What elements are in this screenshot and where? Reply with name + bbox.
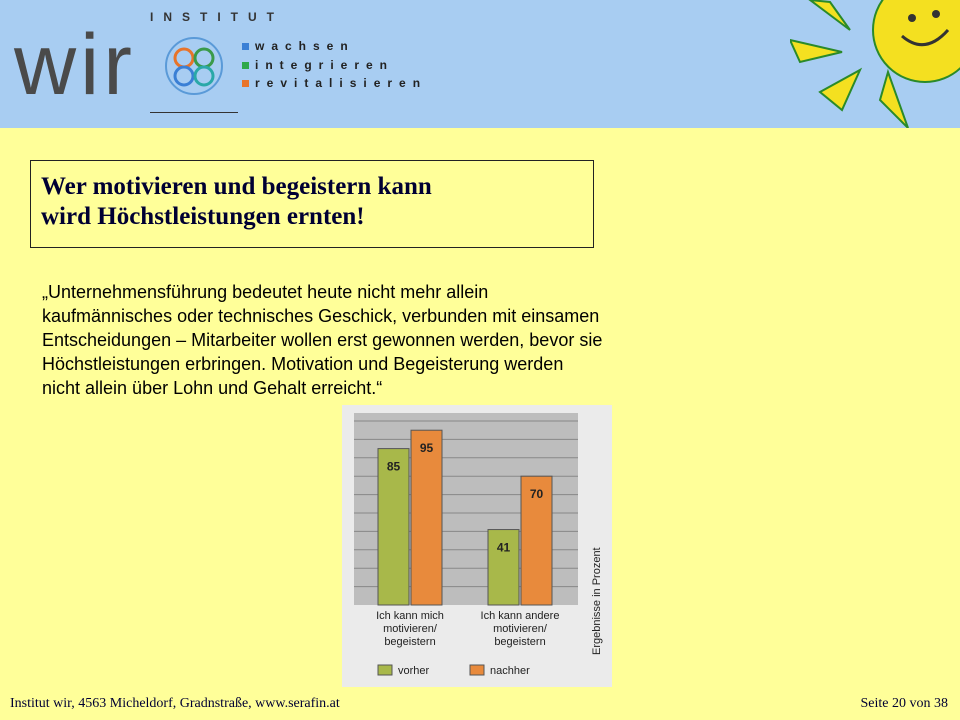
legend-label: nachher xyxy=(490,665,530,677)
quote-line: „Unternehmensführung bedeutet heute nicht mehr allein xyxy=(42,282,489,302)
category-label: motivieren/ xyxy=(383,623,437,635)
bar-chart-panel xyxy=(342,405,612,687)
sun-icon xyxy=(790,0,960,128)
footer-page-number: Seite 20 von 38 xyxy=(860,696,948,711)
category-label: begeistern xyxy=(494,636,546,648)
headline-line-2: wird Höchstleistungen ernten! xyxy=(41,203,365,230)
category-label: Ich kann mich xyxy=(376,610,444,622)
data-label: 41 xyxy=(496,540,511,555)
quote-text xyxy=(42,280,802,400)
data-label: 95 xyxy=(419,441,434,456)
data-label: 70 xyxy=(529,487,544,502)
category-label: begeistern xyxy=(384,636,436,648)
quote-line: Höchstleistungen erbringen. Motivation und Begeisterung werden xyxy=(42,354,564,374)
legend-label: vorher xyxy=(398,665,430,677)
legend-swatch xyxy=(470,665,484,675)
footer-address: Institut wir, 4563 Micheldorf, Gradnstraße, www.serafin.at xyxy=(10,696,340,711)
category-label: Ich kann andere xyxy=(480,610,560,622)
bar-chart xyxy=(342,405,612,687)
logo-tree-icon xyxy=(162,34,226,98)
legend-swatch xyxy=(378,665,392,675)
y-axis-label: Ergebnisse in Prozent xyxy=(591,547,603,655)
category-label: motivieren/ xyxy=(493,623,547,635)
headline-line-1: Wer motivieren und begeistern kann xyxy=(41,173,432,200)
quote-line: Entscheidungen – Mitarbeiter wollen erst gewonnen werden, bevor sie xyxy=(42,330,603,350)
logo-underline xyxy=(150,112,238,113)
bar-nachher xyxy=(411,430,442,605)
tagline-wachsen: wachsen xyxy=(242,39,355,53)
logo-wordmark: wir xyxy=(14,17,136,113)
tagline-revitalisieren: revitalisieren xyxy=(242,76,427,90)
headline-box xyxy=(30,160,594,248)
logo-institut-text: INSTITUT xyxy=(150,10,284,24)
data-label: 85 xyxy=(386,459,401,474)
quote-line: nicht allein über Lohn und Gehalt erreicht.“ xyxy=(42,378,383,398)
tagline-integrieren: integrieren xyxy=(242,58,394,72)
quote-line: kaufmännisches oder technisches Geschick, verbunden mit einsamen xyxy=(42,306,600,326)
header-banner xyxy=(0,0,960,128)
